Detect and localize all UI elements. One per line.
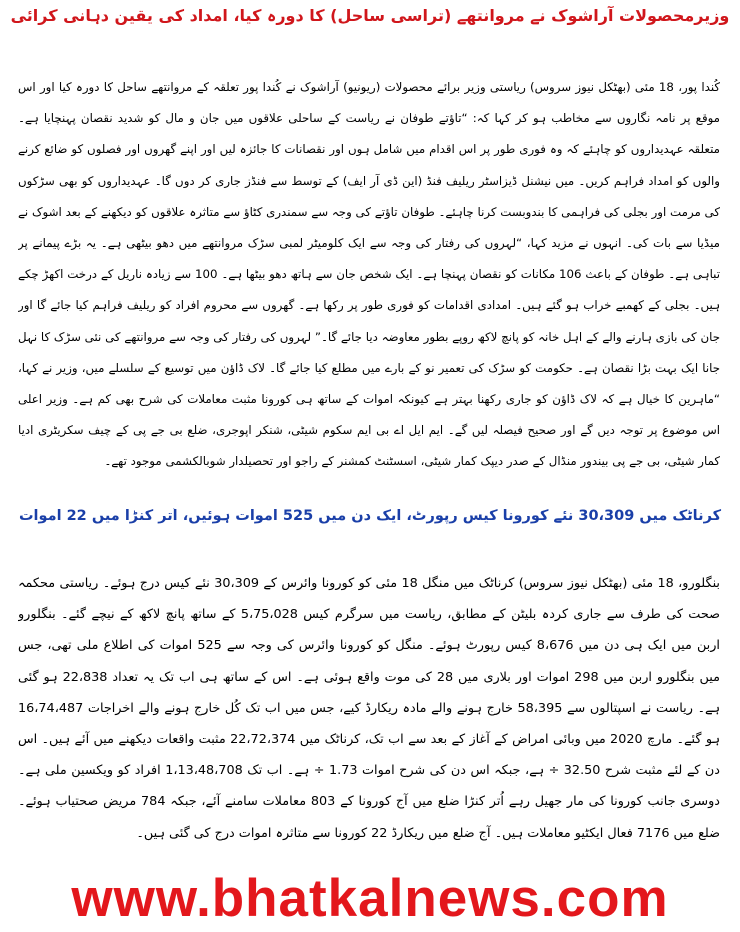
- article1-body: کُندا پور، 18 مئی (بھٹکل نیوز سروس) ریاستی وزیر برائے محصولات (ریونیو) آراشوک نے کُندا پور تعلقہ کے مروانتھے ساحل کا دورہ کیا اور اس موقع پر نامہ نگاروں سے مخاطب ہو کر کہا کہ: “تاؤتے طوفان نے ریاست کے ساحلی علاقوں میں جان و مال کو شدید نقصان پہنچایا ہے۔ متعلقہ عہدیداروں کو چاہئے کہ وہ فوری طور پر اس اقدام میں شامل ہوں اور نقصانات کا جائزہ لیں اور اپنے گھروں اور فصلوں کو ضائع کرنے والوں کو امداد فراہم کریں۔ میں نیشنل ڈیزاسٹر ریلیف فنڈ (این ڈی آر ایف) کے توسط سے فنڈز جاری کر دوں گا۔ عہدیداروں کو بھی سڑکوں کی مرمت اور بجلی کی فراہمی کا بندوبست کرنا چاہئے۔ طوفان تاؤتے کی وجہ سے سمندری کٹاؤ سے متاثرہ علاقوں کو دیکھنے کے بعد اشوک نے میڈیا سے بات کی۔ انہوں نے مزید کہا، “لہروں کی رفتار کی وجہ سے ایک کلومیٹر لمبی سڑک مروانتھے میں دھو بیٹھی ہے۔ یہ بڑے پیمانے پر تباہی ہے۔ طوفان کے باعث 106 مکانات کو نقصان پہنچا ہے۔ ایک شخص جان سے ہاتھ دھو بیٹھا ہے۔ 100 سے زیادہ ناریل کے درخت اکھڑ چکے ہیں۔ بجلی کے کھمبے خراب ہو گئے ہیں۔ امدادی اقدامات کو فوری طور پر رکھا ہے۔ گھروں سے محروم افراد کو ریلیف فراہم کیا جائے گا اور جان کی بازی ہارنے والے کے اہل خانہ کو پانچ لاکھ روپے بطور معاوضہ دیا جائے گا۔” لہروں کی رفتار کی وجہ سے مروانتھے کی نئی سڑک کا نہل جانا ایک بہت بڑا نقصان ہے۔ حکومت کو سڑک کی تعمیر نو کے بارے میں مطلع کیا جائے گا۔ لاک ڈاؤن میں توسیع کے سلسلے میں، وزیر نے کہا، “ماہرین کا خیال ہے کہ لاک ڈاؤن کو جاری رکھنا بہتر ہے کیونکہ اموات کے ساتھ ہی کورونا مثبت معاملات کی شرح بھی کم ہے۔ وزیر اعلی اس موضوع پر توجہ دیں گے اور صحیح فیصلہ لیں گے۔ ایم ایل اے بی ایم سکوم شیٹی، شنکر اپوجری، ضلع بی جے پی کے چیف سکریٹری ادیا کمار شیٹی، بی جے پی بیندور منڈال کے صدر دیپک کمار شیٹی، اسسٹنٹ کمشنر کے راجو اور تحصیلدار شوبالکشمی موجود تھے۔: [18, 80, 720, 469]
- article2-body: بنگلورو، 18 مئی (بھٹکل نیوز سروس) کرناٹک میں منگل 18 مئی کو کورونا وائرس کے 30،309 نئے کیس درج ہوئے۔ ریاستی محکمہ صحت کی طرف سے جاری کردہ بلیٹن کے مطابق، ریاست میں سرگرم کیس 5،75،028 کے ساتھ پانچ لاکھ کے نیچے گئے۔ بنگلورو اربن میں ایک ہی دن میں 8،676 کیس رپورٹ ہوئے۔ منگل کو کورونا وائرس کی وجہ سے 525 اموات کی اطلاع ملی تھی، جس میں بنگلورو اربن میں 298 اموات اور بلاری میں 28 کی موت واقع ہوئی ہے۔ اس کے ساتھ ہی اب تک یہ تعداد 22،838 ہو گئی ہے۔ ریاست نے اسپتالوں سے 58،395 خارج ہونے والے مادہ ریکارڈ کیے، جس میں اب تک کُل خارج ہونے والے اخراجات 16،74،487 ہو گئے۔ مارچ 2020 میں وبائی امراض کے آغاز کے بعد سے اب تک، کرناٹک میں 22،72،374 مثبت واقعات دیکھنے میں آئے ہیں۔ اس دن کے لئے مثبت شرح 32.50 ÷ ہے، جبکہ اس دن کی شرح اموات 1.73 ÷ ہے۔ اب تک 1،13،48،708 افراد کو ویکسین ملی ہے۔ دوسری جانب کورونا کی مار جھیل رہے اُتر کنڑا ضلع میں آج کورونا کے 803 معاملات سامنے آئے، جبکہ 784 مریض صحتیاب ہوئے۔ ضلع میں 7176 فعال ایکٹیو معاملات ہیں۔ آج ضلع میں ریکارڈ 22 کورونا سے متاثرہ اموات درج کی گئی ہیں۔: [18, 576, 720, 841]
- footer-website: www.bhatkalnews.com: [71, 869, 669, 928]
- article1-headline: وزیرمحصولات آراشوک نے مروانتھے (تراسی ساحل) کا دورہ کیا، امداد کی یقین دہانی کرائی: [10, 6, 730, 25]
- article2-headline: کرناٹک میں 30،309 نئے کورونا کیس رپورٹ، ایک دن میں 525 اموات ہوئیں، اُتر کنڑا میں 22 اموات: [18, 508, 722, 524]
